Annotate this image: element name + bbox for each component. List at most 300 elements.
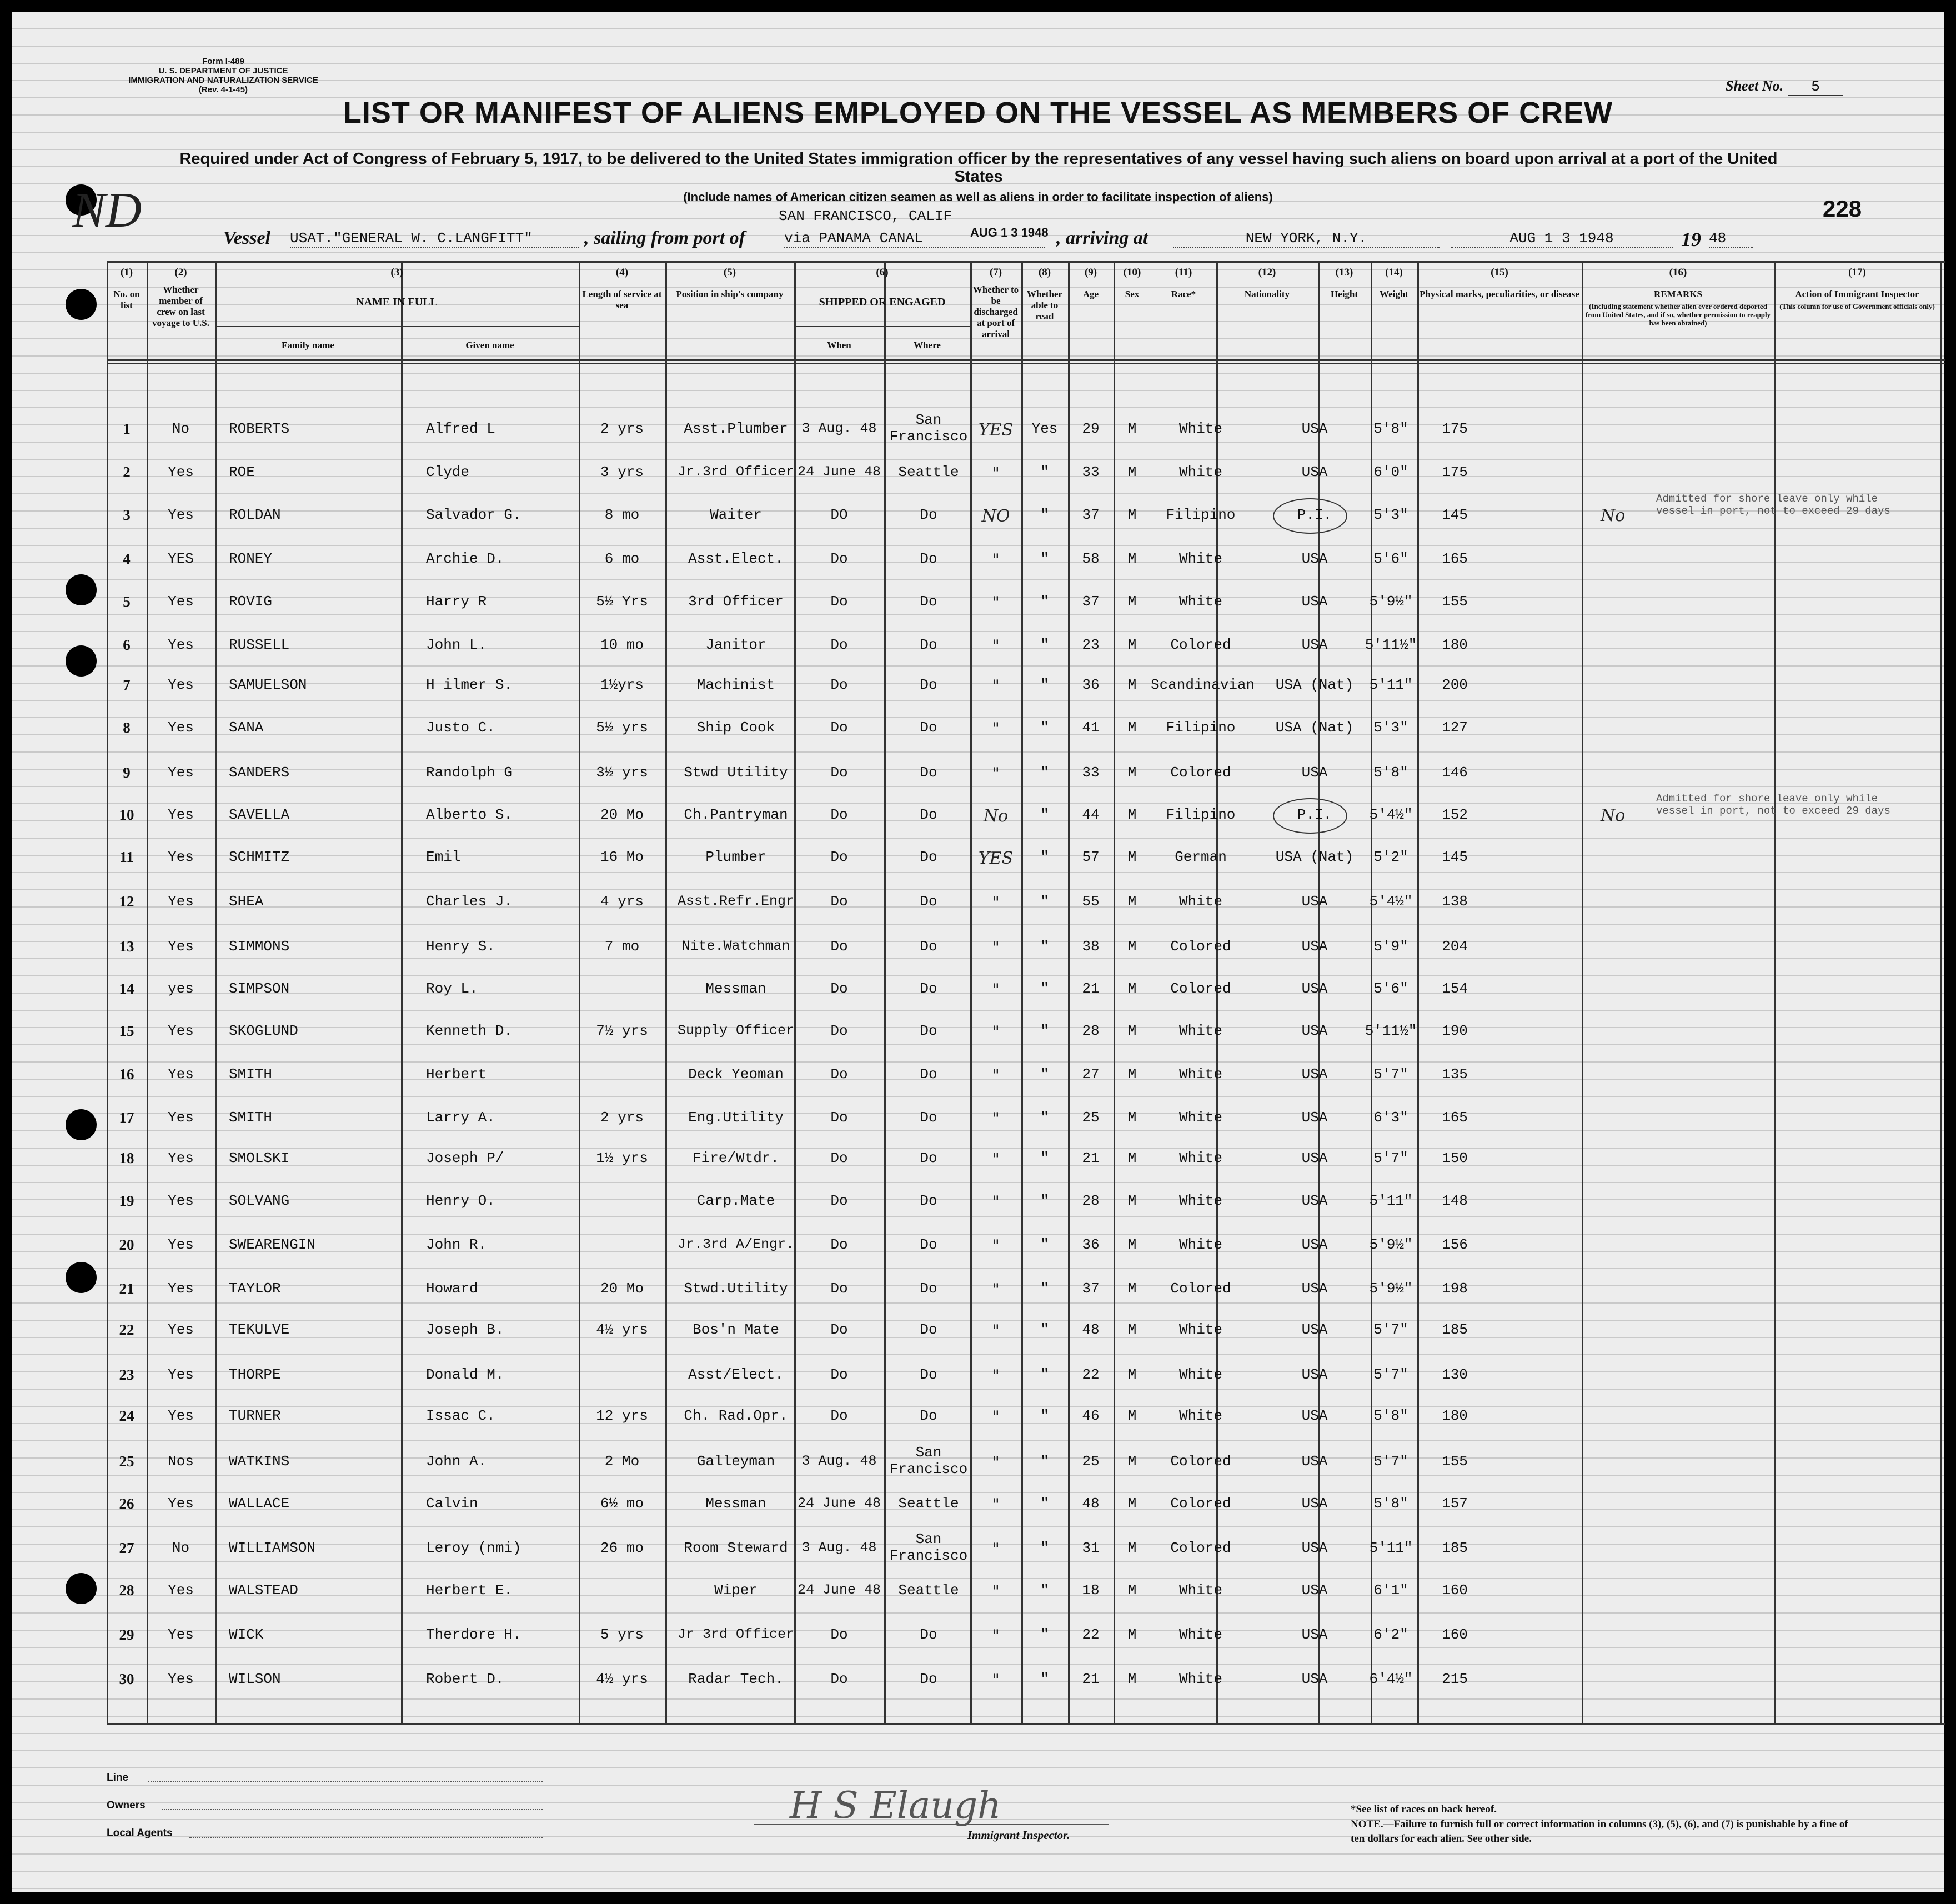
cell-age: 23 <box>1082 637 1100 653</box>
cell-where: Do <box>920 1109 937 1126</box>
cell-family: WILLIAMSON <box>229 1540 316 1556</box>
cell-last: Yes <box>168 677 194 693</box>
column-heading: Position in ship's company <box>676 289 784 299</box>
cell-race: White <box>1178 1671 1222 1687</box>
cell-disch: " <box>992 1236 1000 1256</box>
cell-last: Yes <box>168 893 194 910</box>
cell-nat: USA <box>1301 637 1328 653</box>
cell-sex: M <box>1127 1066 1137 1083</box>
cell-given: Larry A. <box>426 1109 495 1126</box>
cell-nat: USA <box>1301 1192 1328 1209</box>
column-heading: Height <box>1330 289 1358 299</box>
cell-disch: " <box>992 1023 1000 1042</box>
agents-field[interactable] <box>189 1837 543 1838</box>
cell-service: 8 mo <box>604 507 640 523</box>
cell-no: 9 <box>123 764 131 781</box>
cell-family: SANDERS <box>229 764 290 781</box>
cell-where: Do <box>920 764 937 781</box>
departure-stamp: AUG 1 3 1948 <box>970 226 1049 239</box>
cell-given: Leroy (nmi) <box>426 1540 521 1556</box>
cell-family: SANA <box>229 719 264 736</box>
cell-position: Radar Tech. <box>688 1671 784 1687</box>
cell-race: White <box>1178 1109 1222 1126</box>
column-number: (15) <box>1491 267 1508 278</box>
column-number: (12) <box>1258 267 1276 278</box>
cell-nat: USA <box>1301 1453 1328 1470</box>
cell-race: White <box>1178 1582 1222 1599</box>
cell-service: 7½ yrs <box>596 1023 648 1039</box>
cell-where: San Francisco <box>889 1531 968 1564</box>
cell-action: Admitted for shore leave only while vessel in port, not to exceed 29 days <box>1656 493 1890 517</box>
cell-height: 5'11" <box>1369 677 1413 693</box>
cell-height: 5'9½" <box>1369 1280 1413 1297</box>
cell-age: 21 <box>1082 1150 1100 1166</box>
cell-age: 18 <box>1082 1582 1100 1599</box>
cell-race: White <box>1178 1023 1222 1039</box>
cell-where: Do <box>920 1236 937 1253</box>
cell-when: Do <box>830 1150 848 1166</box>
departure-port-top: SAN FRANCISCO, CALIF <box>779 208 952 224</box>
cell-service: 2 yrs <box>600 420 644 437</box>
cell-weight: 180 <box>1442 1407 1468 1424</box>
cell-where: Do <box>920 1192 937 1209</box>
cell-service: 12 yrs <box>596 1407 648 1424</box>
cell-weight: 130 <box>1442 1366 1468 1383</box>
cell-where: Do <box>920 507 937 523</box>
cell-weight: 200 <box>1442 677 1468 693</box>
cell-last: No <box>172 420 190 437</box>
cell-nat: USA <box>1301 1023 1328 1039</box>
cell-no: 15 <box>119 1023 134 1039</box>
cell-no: 8 <box>123 719 131 736</box>
cell-given: Henry O. <box>426 1192 495 1209</box>
cell-age: 22 <box>1082 1366 1100 1383</box>
cell-disch: " <box>992 893 1000 913</box>
cell-last: Yes <box>168 1066 194 1083</box>
cell-nat: USA <box>1301 1321 1328 1338</box>
cell-where: Do <box>920 806 937 823</box>
cell-disch: No <box>983 806 1009 826</box>
cell-height: 5'7" <box>1373 1453 1408 1470</box>
cell-height: 6'3" <box>1373 1109 1408 1126</box>
cell-height: 5'6" <box>1373 550 1408 567</box>
cell-last: Yes <box>168 637 194 653</box>
cell-when: Do <box>830 1366 848 1383</box>
cell-given: H ilmer S. <box>426 677 513 693</box>
cell-sex: M <box>1127 764 1137 781</box>
vessel-name: USAT."GENERAL W. C.LANGFITT" <box>290 230 579 248</box>
cell-weight: 146 <box>1442 764 1468 781</box>
cell-last: Yes <box>168 1109 194 1126</box>
cell-nat: USA <box>1301 1236 1328 1253</box>
cell-read: Yes <box>1031 420 1058 437</box>
cell-weight: 160 <box>1442 1626 1468 1643</box>
cell-nat: USA <box>1301 938 1328 955</box>
column-number: (9) <box>1084 267 1097 278</box>
cell-height: 5'3" <box>1373 507 1408 523</box>
cell-height: 5'7" <box>1373 1150 1408 1166</box>
cell-nat: USA <box>1301 893 1328 910</box>
column-number: (4) <box>615 267 629 278</box>
cell-when: 24 June 48 <box>797 464 881 480</box>
cell-sex: M <box>1127 677 1137 693</box>
cell-no: 20 <box>119 1236 134 1253</box>
cell-when: Do <box>830 719 848 736</box>
cell-weight: 165 <box>1442 1109 1468 1126</box>
stamp-number: 228 <box>1823 196 1862 222</box>
cell-family: ROE <box>229 464 255 480</box>
cell-position: Galleyman <box>696 1453 775 1470</box>
cell-position: Supply Officer <box>677 1023 795 1039</box>
cell-read: " <box>1040 938 1049 955</box>
column-number: (17) <box>1848 267 1866 278</box>
cell-race: German <box>1175 849 1227 865</box>
cell-position: Asst.Refr.Engr <box>677 893 795 909</box>
binder-hole <box>66 1573 97 1604</box>
cell-last: yes <box>168 980 194 997</box>
cell-disch: " <box>992 1321 1000 1341</box>
cell-race: White <box>1178 593 1222 610</box>
cell-no: 14 <box>119 980 134 997</box>
cell-family: SHEA <box>229 893 264 910</box>
cell-given: Clyde <box>426 464 470 480</box>
sheet-label: Sheet No. <box>1726 78 1783 94</box>
cell-where: Do <box>920 938 937 955</box>
cell-given: Charles J. <box>426 893 513 910</box>
cell-no: 22 <box>119 1321 134 1338</box>
cell-age: 57 <box>1082 849 1100 865</box>
cell-age: 29 <box>1082 420 1100 437</box>
cell-age: 58 <box>1082 550 1100 567</box>
cell-service: 6 mo <box>604 550 640 567</box>
line-field[interactable] <box>148 1781 543 1782</box>
cell-nat: USA <box>1301 1671 1328 1687</box>
revision: (Rev. 4-1-45) <box>198 85 248 94</box>
column-heading: Weight <box>1380 289 1408 299</box>
cell-nat: USA <box>1301 1495 1328 1512</box>
cell-given: Herbert <box>426 1066 487 1083</box>
cell-disch: " <box>992 1540 1000 1559</box>
cell-family: ROVIG <box>229 593 273 610</box>
cell-height: 5'7" <box>1373 1366 1408 1383</box>
cell-sex: M <box>1127 1407 1137 1424</box>
cell-when: 3 Aug. 48 <box>801 420 877 437</box>
cell-where: Seattle <box>898 1582 959 1599</box>
cell-race: White <box>1178 1192 1222 1209</box>
cell-no: 29 <box>119 1626 134 1643</box>
cell-disch: " <box>992 550 1000 570</box>
cell-where: Do <box>920 1366 937 1383</box>
cell-when: Do <box>830 1280 848 1297</box>
cell-family: SAVELLA <box>229 806 290 823</box>
cell-no: 10 <box>119 806 134 823</box>
cell-family: SIMMONS <box>229 938 290 955</box>
cell-weight: 198 <box>1442 1280 1468 1297</box>
cell-age: 36 <box>1082 1236 1100 1253</box>
cell-race: Scandinavian <box>1151 677 1255 693</box>
cell-sex: M <box>1127 464 1137 480</box>
cell-weight: 160 <box>1442 1582 1468 1599</box>
cell-read: " <box>1040 1280 1049 1297</box>
cell-sex: M <box>1127 550 1137 567</box>
cell-no: 18 <box>119 1150 134 1166</box>
cell-family: WALLACE <box>229 1495 290 1512</box>
cell-height: 5'3" <box>1373 719 1408 736</box>
cell-position: Jr.3rd A/Engr. <box>677 1236 795 1252</box>
cell-last: Yes <box>168 764 194 781</box>
cell-sex: M <box>1127 1453 1137 1470</box>
cell-last: Yes <box>168 719 194 736</box>
cell-weight: 145 <box>1442 849 1468 865</box>
cell-where: Do <box>920 1407 937 1424</box>
cell-position: 3rd Officer <box>688 593 784 610</box>
cell-family: WATKINS <box>229 1453 290 1470</box>
cell-read: " <box>1040 764 1049 781</box>
cell-position: Stwd Utility <box>684 764 788 781</box>
cell-given: John R. <box>426 1236 487 1253</box>
cell-service: 2 yrs <box>600 1109 644 1126</box>
cell-given: John A. <box>426 1453 487 1470</box>
cell-sex: M <box>1127 1150 1137 1166</box>
cell-weight: 138 <box>1442 893 1468 910</box>
cell-given: Herbert E. <box>426 1582 513 1599</box>
cell-given: Alfred L <box>426 420 495 437</box>
name-divider <box>215 261 217 1723</box>
cell-nat: USA <box>1301 464 1328 480</box>
cell-race: White <box>1178 1407 1222 1424</box>
cell-last: Yes <box>168 1366 194 1383</box>
cell-age: 37 <box>1082 593 1100 610</box>
column-number: (10) <box>1123 267 1141 278</box>
cell-nat: USA (Nat) <box>1275 677 1354 693</box>
arriving-label: , arriving at <box>1056 228 1148 248</box>
cell-race: White <box>1178 1366 1222 1383</box>
cell-nat: P.I. <box>1297 507 1332 523</box>
cell-age: 27 <box>1082 1066 1100 1083</box>
pi-circle <box>1273 498 1347 534</box>
cell-last: Yes <box>168 1150 194 1166</box>
cell-position: Wiper <box>714 1582 758 1599</box>
cell-age: 46 <box>1082 1407 1100 1424</box>
cell-disch: " <box>992 1280 1000 1300</box>
binder-hole <box>66 289 97 320</box>
cell-weight: 155 <box>1442 593 1468 610</box>
cell-disch: " <box>992 637 1000 656</box>
cell-read: " <box>1040 893 1049 910</box>
cell-read: " <box>1040 1540 1049 1556</box>
column-heading: Age <box>1082 289 1099 299</box>
cell-family: TURNER <box>229 1407 281 1424</box>
cell-last: Yes <box>168 1495 194 1512</box>
cell-service: 4½ yrs <box>596 1321 648 1338</box>
cell-weight: 157 <box>1442 1495 1468 1512</box>
cell-family: SKOGLUND <box>229 1023 298 1039</box>
cell-remarks: No <box>1601 806 1626 825</box>
cell-last: Yes <box>168 1582 194 1599</box>
cell-last: YES <box>168 550 194 567</box>
cell-height: 5'11" <box>1369 1540 1413 1556</box>
cell-given: John L. <box>426 637 487 653</box>
cell-race: Filipino <box>1166 806 1236 823</box>
cell-sex: M <box>1127 719 1137 736</box>
binder-hole <box>66 645 97 677</box>
cell-family: SMITH <box>229 1066 273 1083</box>
cell-where: Do <box>920 550 937 567</box>
cell-position: Bos'n Mate <box>692 1321 780 1338</box>
cell-race: White <box>1178 464 1222 480</box>
page-subnote: (Include names of American citizen seamen as well as aliens in order to facilitate inspection of aliens) <box>683 190 1273 204</box>
cell-nat: USA (Nat) <box>1275 849 1354 865</box>
shipped-subheader-line <box>794 326 972 327</box>
cell-age: 48 <box>1082 1321 1100 1338</box>
cell-last: Yes <box>168 849 194 865</box>
column-subheading: Given name <box>465 340 514 350</box>
cell-last: Yes <box>168 1280 194 1297</box>
cell-no: 7 <box>123 677 131 693</box>
cell-when: 24 June 48 <box>797 1582 881 1598</box>
cell-last: Yes <box>168 938 194 955</box>
cell-when: 24 June 48 <box>797 1495 881 1511</box>
cell-position: Fire/Wtdr. <box>692 1150 780 1166</box>
cell-nat: USA <box>1301 1407 1328 1424</box>
cell-when: Do <box>830 938 848 955</box>
cell-weight: 154 <box>1442 980 1468 997</box>
cell-sex: M <box>1127 593 1137 610</box>
cell-when: Do <box>830 550 848 567</box>
cell-no: 17 <box>119 1109 134 1126</box>
cell-age: 44 <box>1082 806 1100 823</box>
cell-weight: 175 <box>1442 464 1468 480</box>
cell-family: ROBERTS <box>229 420 290 437</box>
cell-when: 3 Aug. 48 <box>801 1540 877 1556</box>
cell-given: Kenneth D. <box>426 1023 513 1039</box>
cell-age: 48 <box>1082 1495 1100 1512</box>
cell-given: Salvador G. <box>426 507 521 523</box>
cell-read: " <box>1040 1407 1049 1424</box>
cell-sex: M <box>1127 1321 1137 1338</box>
cell-no: 16 <box>119 1066 134 1083</box>
cell-sex: M <box>1127 1671 1137 1687</box>
cell-disch: " <box>992 764 1000 784</box>
cell-disch: YES <box>978 849 1014 868</box>
cell-given: Roy L. <box>426 980 478 997</box>
manifest-page <box>12 12 1944 1892</box>
service: IMMIGRATION AND NATURALIZATION SERVICE <box>128 76 318 85</box>
cell-no: 5 <box>123 593 131 610</box>
cell-read: " <box>1040 806 1049 823</box>
cell-position: Machinist <box>696 677 775 693</box>
cell-family: SIMPSON <box>229 980 290 997</box>
cell-service: 2 Mo <box>604 1453 640 1470</box>
cell-where: Do <box>920 980 937 997</box>
cell-disch: " <box>992 980 1000 1000</box>
cell-given: Robert D. <box>426 1671 504 1687</box>
column-number: (13) <box>1335 267 1353 278</box>
form-number: Form I-489 <box>202 57 244 66</box>
cell-sex: M <box>1127 1495 1137 1512</box>
cell-where: Do <box>920 1671 937 1687</box>
cell-race: Colored <box>1170 1453 1231 1470</box>
cell-read: " <box>1040 1626 1049 1643</box>
cell-height: 5'8" <box>1373 420 1408 437</box>
year-prefix: 19 <box>1681 228 1701 250</box>
cell-weight: 135 <box>1442 1066 1468 1083</box>
cell-weight: 150 <box>1442 1150 1468 1166</box>
cell-race: Colored <box>1170 764 1231 781</box>
cell-position: Nite.Watchman <box>681 938 790 954</box>
cell-disch: " <box>992 1150 1000 1169</box>
cell-height: 5'7" <box>1373 1066 1408 1083</box>
column-heading-note: (This column for use of Government officials only) <box>1779 302 1935 310</box>
cell-weight: 204 <box>1442 938 1468 955</box>
cell-last: Yes <box>168 464 194 480</box>
cell-where: San Francisco <box>889 412 968 445</box>
cell-when: Do <box>830 1321 848 1338</box>
cell-last: Yes <box>168 507 194 523</box>
cell-nat: USA <box>1301 1582 1328 1599</box>
cell-position: Asst.Plumber <box>684 420 788 437</box>
cell-last: Yes <box>168 1626 194 1643</box>
cell-read: " <box>1040 1321 1049 1338</box>
owners-field[interactable] <box>162 1809 543 1810</box>
cell-sex: M <box>1127 1192 1137 1209</box>
cell-read: " <box>1040 1023 1049 1039</box>
binder-hole <box>66 1109 97 1140</box>
cell-position: Ch. Rad.Opr. <box>684 1407 788 1424</box>
cell-no: 1 <box>123 420 131 437</box>
column-heading: Whether able to read <box>1026 289 1063 322</box>
sailing-label: , sailing from port of <box>584 228 745 248</box>
cell-read: " <box>1040 1066 1049 1083</box>
department: U. S. DEPARTMENT OF JUSTICE <box>158 66 288 76</box>
column-number: (16) <box>1669 267 1687 278</box>
cell-position: Messman <box>705 980 766 997</box>
cell-service: 26 mo <box>600 1540 644 1556</box>
cell-when: Do <box>830 1626 848 1643</box>
cell-height: 5'9½" <box>1369 593 1413 610</box>
cell-sex: M <box>1127 1109 1137 1126</box>
cell-position: Messman <box>705 1495 766 1512</box>
cell-height: 5'8" <box>1373 1495 1408 1512</box>
cell-read: " <box>1040 980 1049 997</box>
cell-given: Therdore H. <box>426 1626 521 1643</box>
cell-read: " <box>1040 719 1049 736</box>
cell-disch: " <box>992 1192 1000 1212</box>
cell-nat: USA <box>1301 1366 1328 1383</box>
cell-service: 20 Mo <box>600 806 644 823</box>
cell-nat: USA <box>1301 420 1328 437</box>
cell-read: " <box>1040 464 1049 480</box>
cell-disch: " <box>992 1066 1000 1085</box>
cell-age: 22 <box>1082 1626 1100 1643</box>
cell-height: 5'2" <box>1373 849 1408 865</box>
cell-sex: M <box>1127 1023 1137 1039</box>
table-bottom-border <box>107 1723 1945 1725</box>
cell-sex: M <box>1127 806 1137 823</box>
cell-where: Do <box>920 1321 937 1338</box>
cell-service: 20 Mo <box>600 1280 644 1297</box>
name-subheader-line <box>215 326 579 327</box>
header-bottom-border <box>107 359 1945 361</box>
cell-position: Carp.Mate <box>696 1192 775 1209</box>
cell-race: White <box>1178 1236 1222 1253</box>
column-number: (8) <box>1038 267 1051 278</box>
cell-no: 12 <box>119 893 134 910</box>
cell-disch: " <box>992 593 1000 613</box>
cell-nat: USA <box>1301 1109 1328 1126</box>
header-bottom-border-2 <box>107 363 1945 364</box>
cell-weight: 165 <box>1442 550 1468 567</box>
